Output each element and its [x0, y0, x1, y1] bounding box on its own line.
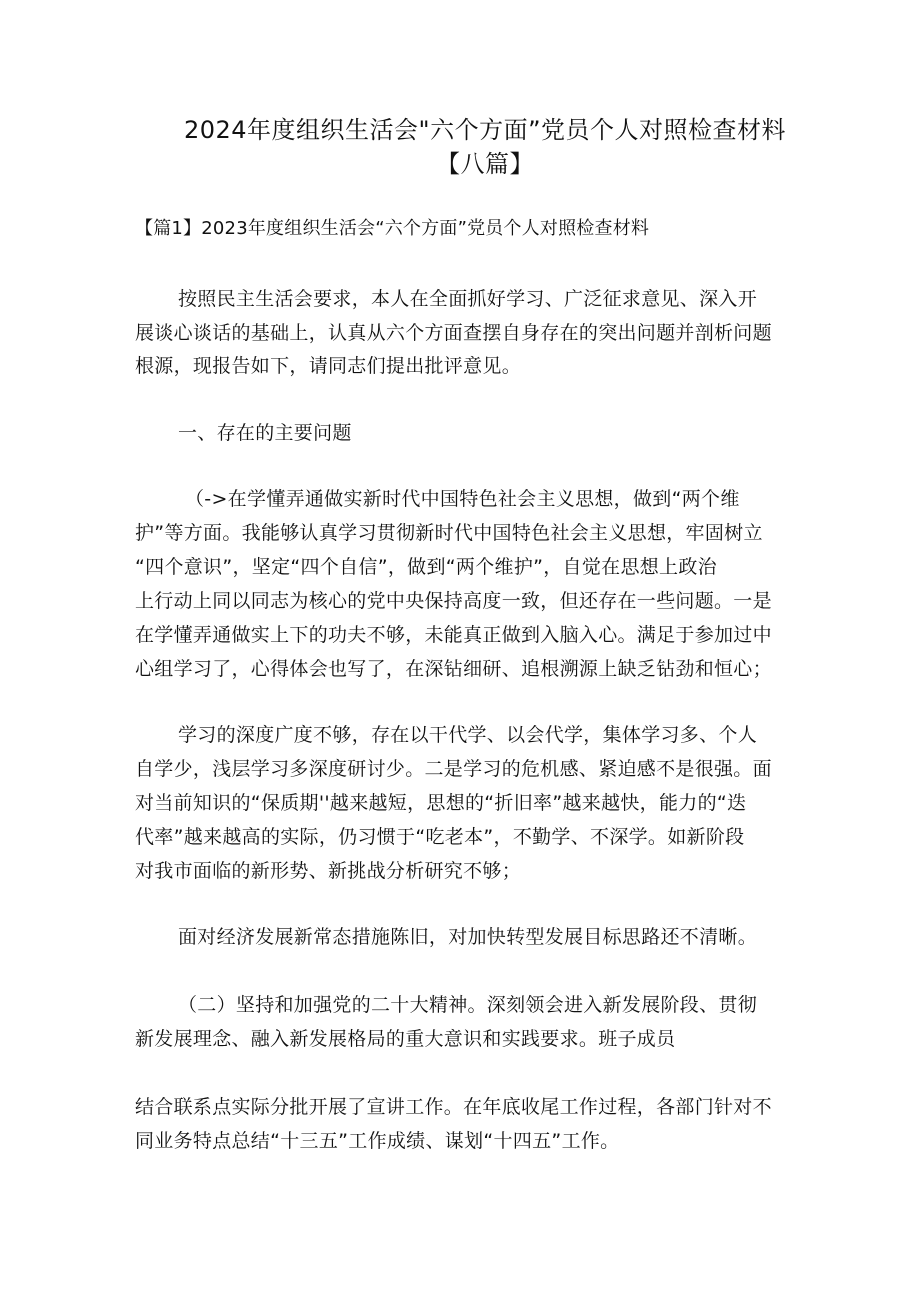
document-title-line-1: 2024年度组织生活会"六个方面”党员个人对照检查材料 — [183, 116, 787, 144]
paragraph-line: 护”等方面。我能够认真学习贯彻新时代中国特色社会主义思想，牢固树立 — [135, 522, 763, 544]
paragraph-line: 学习的深度广度不够，存在以干代学、以会代学，集体学习多、个人 — [178, 724, 758, 746]
paragraph-line: （->在学懂弄通做实新时代中国特色社会主义思想，做到“两个维 — [185, 488, 740, 510]
paragraph-line: 展谈心谈话的基础上，认真从六个方面查摆自身存在的突出问题并剖析问题 — [135, 322, 772, 344]
paragraph-line: 对当前知识的“保质期''越来越短，思想的“折旧率”越来越快，能力的“迭 — [135, 792, 747, 814]
paragraph-line: “四个意识”，坚定“四个自信”，做到“两个维护”，自觉在思想上政治 — [135, 556, 717, 578]
section-heading: 一、存在的主要问题 — [178, 422, 352, 444]
paragraph-line: 结合联系点实际分批开展了宣讲工作。在年底收尾工作过程，各部门针对不 — [135, 1096, 772, 1118]
paragraph-line: 按照民主生活会要求，本人在全面抓好学习、广泛征求意见、深入开 — [178, 288, 758, 310]
paragraph-line: 根源，现报告如下，请同志们提出批评意见。 — [135, 355, 522, 377]
document-title-line-2: 【八篇】 — [436, 150, 534, 178]
paragraph-line: 上行动上同以同志为核心的党中央保持高度一致，但还存在一些问题。一是 — [135, 590, 772, 612]
paragraph-line: 自学少，浅层学习多深度研讨少。二是学习的危机感、紧迫感不是很强。面 — [135, 758, 772, 780]
paragraph-line: 面对经济发展新常态措施陈旧，对加快转型发展目标思路还不清晰。 — [178, 926, 758, 948]
paragraph-line: 对我市面临的新形势、新挑战分析研究不够； — [135, 860, 522, 882]
paragraph-line: 代率”越来越高的实际，仍习惯于“吃老本”，不勤学、不深学。如新阶段 — [135, 826, 745, 848]
paragraph-line: 同业务特点总结“十三五”工作成绩、谋划“十四五”工作。 — [135, 1130, 620, 1152]
paragraph-line: （二）坚持和加强党的二十大精神。深刻领会进入新发展阶段、贯彻 — [178, 994, 758, 1016]
paragraph-line: 在学懂弄通做实上下的功夫不够，未能真正做到入脑入心。满足于参加过中 — [135, 624, 772, 646]
paragraph-line: 新发展理念、融入新发展格局的重大意识和实践要求。班子成员 — [135, 1028, 676, 1050]
section-subtitle: 【篇1】2023年度组织生活会“六个方面”党员个人对照检查材料 — [135, 218, 650, 239]
paragraph-line: 心组学习了，心得体会也写了，在深钻细研、追根溯源上缺乏钻劲和恒心； — [135, 658, 772, 680]
